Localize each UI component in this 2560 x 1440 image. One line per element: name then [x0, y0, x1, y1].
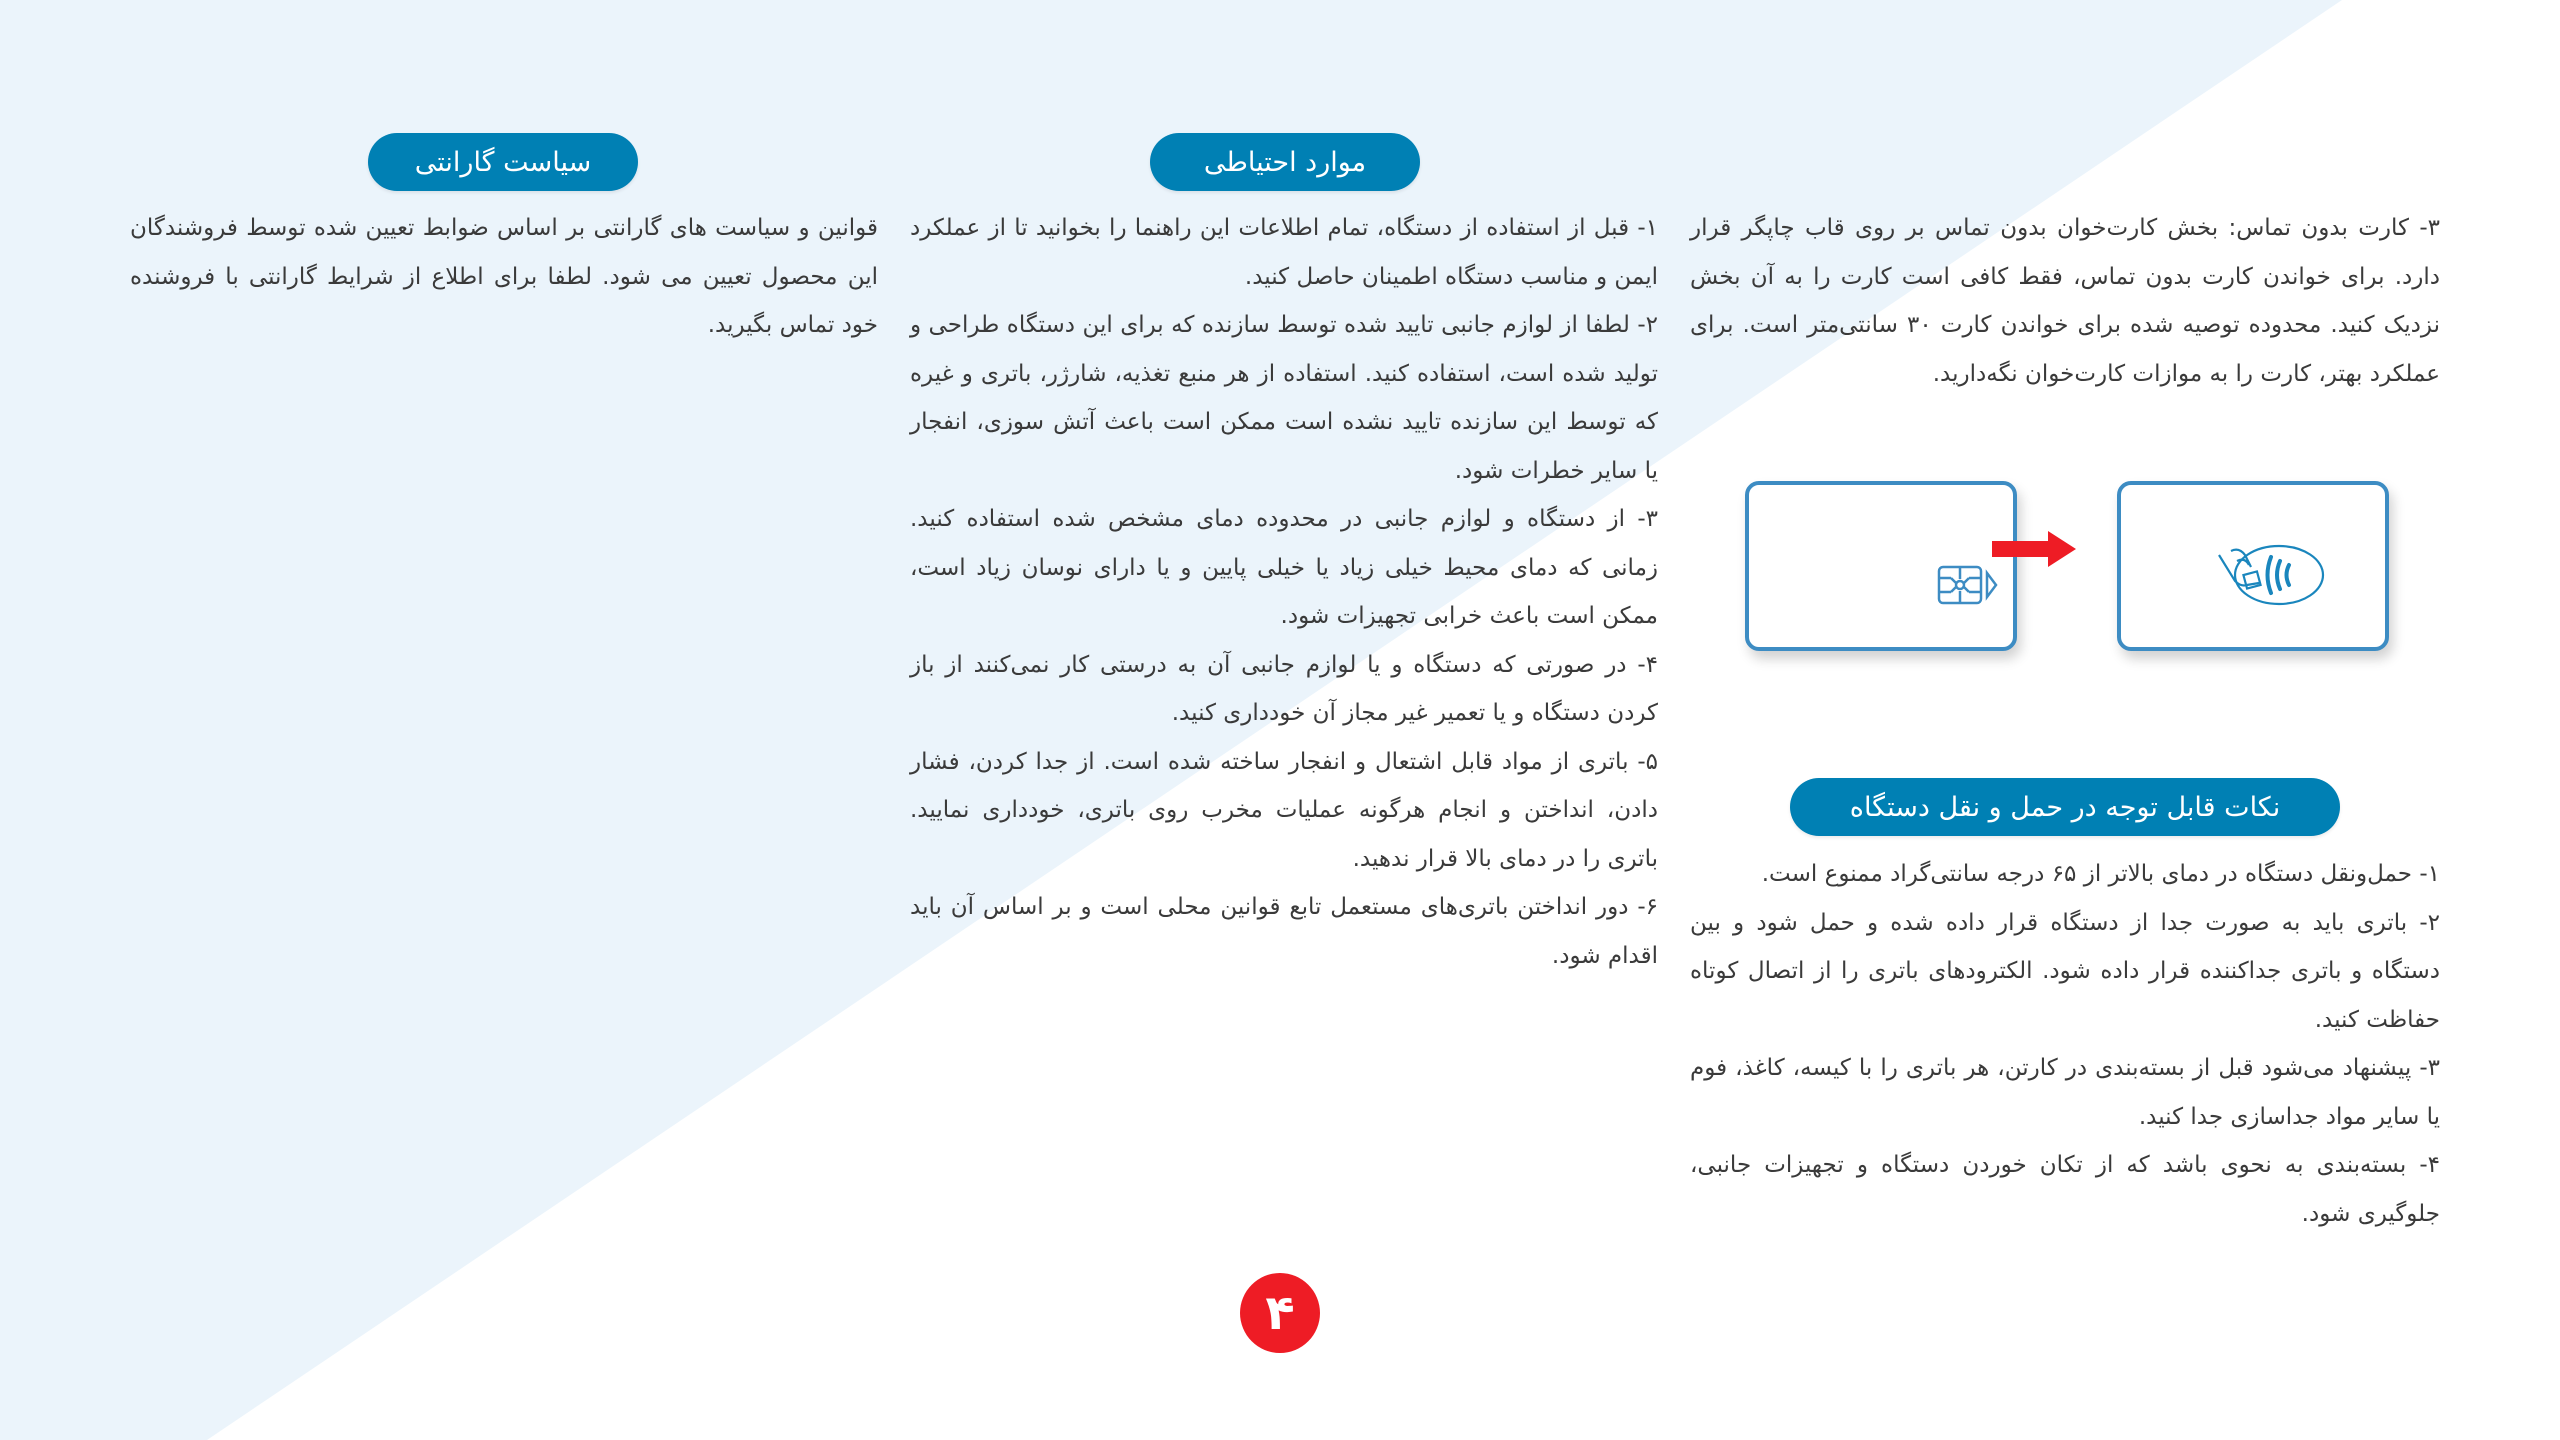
card-reading-illustration: [1745, 478, 2425, 668]
transport-heading: [1790, 778, 2340, 836]
transport-item: ۳- پیشنهاد می‌شود قبل از بسته‌بندی در کارتن، هر باتری را با کیسه، کاغذ، فوم یا سایر مواد جداسازی جدا کنید.: [1690, 1055, 2440, 1130]
precaution-item: ۴- در صورتی که دستگاه و یا لوازم جانبی آن به درستی کار نمی‌کنند از باز کردن دستگاه و یا تعمیر غیر مجاز آن خودداری کنید.: [910, 651, 1658, 726]
precaution-item: ۵- باتری از مواد قابل اشتعال و انفجار ساخته شده است. از جدا کردن، فشار دادن، انداختن و انجام هرگونه عملیات مخرب روی باتری، خودداری نمایید. باتری را در دمای بالا قرار ندهید.: [910, 748, 1658, 872]
chip-card: [1745, 481, 2017, 651]
transport-section: [1690, 850, 2440, 1238]
precautions-section: [910, 204, 1658, 980]
precaution-item: ۳- از دستگاه و لوازم جانبی در محدوده دمای مشخص شده استفاده کنید. زمانی که دمای محیط خیلی زیاد یا خیلی پایین و یا دارای نوسان زیاد است، ممکن است باعث خرابی تجهیزات شود.: [910, 506, 1658, 629]
warranty-paragraph: قوانین و سیاست های گارانتی بر اساس ضوابط تعیین شده توسط فروشندگان این محصول تعیین می شود. لطفا برای اطلاع از شرایط گارانتی با فروشنده خود تماس بگیرید.: [130, 215, 878, 338]
precautions-heading-label: موارد احتیاطی: [1203, 146, 1367, 178]
page-number-badge: [1240, 1273, 1320, 1353]
warranty-heading: [368, 133, 638, 191]
transport-item: ۴- بسته‌بندی به نحوی باشد که از تکان خوردن دستگاه و تجهیزات جانبی، جلوگیری شود.: [1690, 1152, 2440, 1227]
contactless-section: [1690, 204, 2440, 398]
transport-heading-label: نکات قابل توجه در حمل و نقل دستگاه: [1849, 791, 2281, 823]
precaution-item: ۲- لطفا از لوازم جانبی تایید شده توسط سازنده که برای این دستگاه طراحی و تولید شده است، استفاده کنید. استفاده از هر منبع تغذیه، شارژر، باتری و غیره که توسط این سازنده تایید نشده است ممکن است باعث آتش سوزی، انفجار یا سایر خطرات شود.: [910, 312, 1658, 484]
page-number: ۴: [1265, 1285, 1295, 1341]
precaution-item: ۶- دور انداختن باتری‌های مستعمل تابع قوانین محلی است و بر اساس آن باید اقدام شود.: [910, 894, 1658, 969]
warranty-heading-label: سیاست گارانتی: [414, 146, 592, 178]
warranty-section: [130, 204, 878, 350]
contactless-card: [2117, 481, 2389, 651]
right-arrow-icon: [1992, 531, 2076, 567]
transport-item: ۱- حمل‌ونقل دستگاه در دمای بالاتر از ۶۵ درجه سانتی‌گراد ممنوع است.: [1761, 861, 2440, 887]
transport-item: ۲- باتری باید به صورت جدا از دستگاه قرار داده شده و حمل شود و بین دستگاه و باتری جداکننده قرار داده شود. الکترودهای باتری را از اتصال کوتاه حفاظت کنید.: [1690, 909, 2440, 1033]
precaution-item: ۱- قبل از استفاده از دستگاه، تمام اطلاعات این راهنما را بخوانید تا از عملکرد ایمن و مناسب دستگاه اطمینان حاصل کنید.: [910, 215, 1658, 290]
contactless-paragraph: ۳- کارت بدون تماس: بخش کارت‌خوان بدون تماس بر روی قاب چاپگر قرار دارد. برای خواندن کارت بدون تماس، فقط کافی است کارت را به آن بخش نزدیک کنید. محدوده توصیه شده برای خواندن کارت ۳۰ سانتی‌متر است. برای عملکرد بهتر، کارت را به موازات کارت‌خوان نگه‌دارید.: [1690, 215, 2440, 387]
precautions-heading: [1150, 133, 1420, 191]
chip-card-icon: [1937, 563, 1999, 607]
contactless-tap-icon: [2217, 543, 2327, 607]
